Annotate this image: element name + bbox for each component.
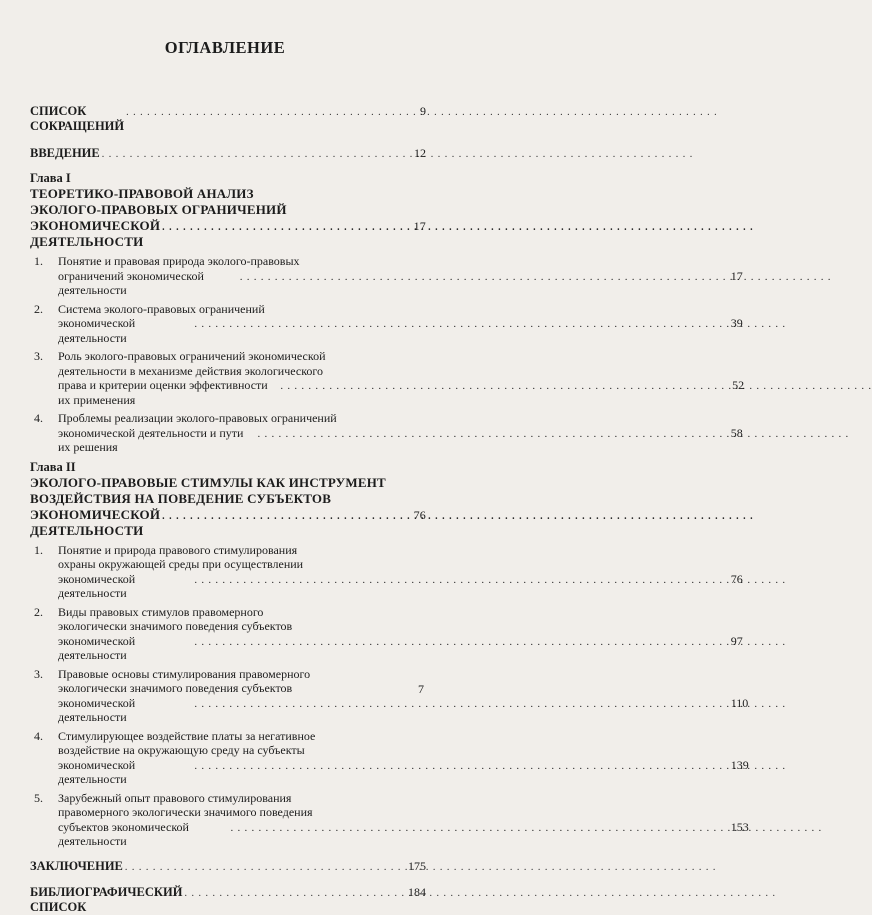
section-line: экономической деятельности bbox=[58, 695, 136, 724]
toc-page-number: 9 bbox=[420, 104, 426, 118]
leader-dots bbox=[102, 147, 412, 162]
toc-section bbox=[30, 728, 749, 787]
leader-dots bbox=[184, 886, 406, 901]
chapter-1 bbox=[30, 171, 745, 455]
leader-dots bbox=[280, 380, 730, 395]
chapter-label: Глава I bbox=[30, 171, 71, 185]
toc-section bbox=[30, 542, 743, 601]
leader-dots bbox=[162, 220, 411, 236]
section-line: Система эколого-правовых ограничений bbox=[58, 301, 265, 316]
section-line: экономической деятельности bbox=[58, 633, 136, 662]
leader-dots bbox=[231, 822, 729, 837]
section-line: правомерного экологически значимого поведения bbox=[58, 805, 313, 819]
toc-page-number: 39 bbox=[730, 316, 743, 330]
section-line: Зарубежный опыт правового стимулирования bbox=[58, 790, 292, 805]
section-number: 5. bbox=[34, 790, 43, 805]
toc-entry-introduction bbox=[30, 146, 426, 162]
toc-section bbox=[30, 604, 743, 663]
section-number: 4. bbox=[34, 728, 43, 743]
toc-section bbox=[30, 666, 749, 725]
chapter-title bbox=[30, 186, 426, 250]
toc-entry-bibliography bbox=[30, 885, 426, 915]
section-number: 2. bbox=[34, 604, 43, 619]
section-line: экономической деятельности bbox=[58, 757, 136, 786]
section-number: 3. bbox=[34, 349, 43, 363]
chapter-2 bbox=[30, 459, 749, 849]
section-line: права и критерии оценки эффективности их применения bbox=[58, 378, 268, 407]
toc-page-number: 139 bbox=[730, 757, 749, 772]
toc-page-number: 58 bbox=[730, 425, 743, 440]
toc-page-number: 76 bbox=[730, 571, 743, 586]
leader-dots bbox=[194, 698, 728, 713]
chapter-title-line: ЭКОЛОГО-ПРАВОВЫХ ОГРАНИЧЕНИЙ bbox=[30, 202, 287, 217]
toc-page-number: 97 bbox=[730, 633, 743, 648]
chapter-label: Глава II bbox=[30, 459, 76, 474]
toc-entry-conclusion bbox=[30, 859, 426, 875]
toc-section bbox=[30, 790, 749, 849]
toc-page-number: 175 bbox=[408, 858, 426, 873]
toc-entry-label: ВВЕДЕНИЕ bbox=[30, 146, 100, 160]
section-line: Проблемы реализации эколого-правовых ограничений bbox=[58, 411, 337, 425]
section-line: экономической деятельности bbox=[58, 316, 136, 345]
section-number: 4. bbox=[34, 411, 43, 425]
section-line: Правовые основы стимулирования правомерного bbox=[58, 666, 311, 681]
toc-section bbox=[30, 349, 745, 407]
section-line: охраны окружающей среды при осуществлении bbox=[58, 557, 304, 571]
toc-page-number: 17 bbox=[730, 268, 743, 283]
table-of-contents bbox=[30, 104, 749, 915]
chapter-title bbox=[30, 475, 426, 539]
chapter-title-line bbox=[30, 218, 426, 250]
leader-dots bbox=[126, 105, 418, 120]
section-line: Понятие и правовая природа эколого-правовых bbox=[58, 254, 300, 268]
toc-entry-label: СПИСОК СОКРАЩЕНИЙ bbox=[30, 104, 125, 133]
toc-section bbox=[30, 254, 743, 298]
chapter-title-line: ВОЗДЕЙСТВИЯ НА ПОВЕДЕНИЕ СУБЪЕКТОВ bbox=[30, 490, 332, 506]
toc-page-number: 12 bbox=[414, 146, 426, 160]
section-line: Виды правовых стимулов правомерного bbox=[58, 604, 264, 619]
section-line: деятельности в механизме действия экологического bbox=[58, 363, 324, 378]
toc-page-number: 76 bbox=[413, 507, 426, 522]
chapter-title-line: ЭКОЛОГО-ПРАВОВЫЕ СТИМУЛЫ КАК ИНСТРУМЕНТ bbox=[30, 474, 386, 490]
section-line: субъектов экономической деятельности bbox=[58, 819, 189, 848]
section-line: воздействие на окружающую среду на субъекты bbox=[58, 743, 305, 757]
leader-dots bbox=[194, 318, 728, 333]
toc-entry-abbreviations bbox=[30, 104, 426, 134]
leader-dots bbox=[162, 509, 411, 525]
chapter-title-text: ЭКОНОМИЧЕСКОЙ ДЕЯТЕЛЬНОСТИ bbox=[30, 506, 161, 538]
toc-entry-label: БИБЛИОГРАФИЧЕСКИЙ СПИСОК bbox=[30, 884, 183, 914]
chapter-title-text: ЭКОНОМИЧЕСКОЙ ДЕЯТЕЛЬНОСТИ bbox=[30, 218, 161, 249]
section-line: экономической деятельности и пути их решения bbox=[58, 425, 244, 454]
leader-dots bbox=[258, 428, 729, 443]
section-number: 3. bbox=[34, 666, 43, 681]
toc-page-number: 184 bbox=[408, 884, 426, 899]
leader-dots bbox=[194, 574, 728, 589]
section-line: экологически значимого поведения субъектов bbox=[58, 619, 293, 633]
chapter-title-line: ТЕОРЕТИКО-ПРАВОВОЙ АНАЛИЗ bbox=[30, 186, 254, 201]
section-line: Роль эколого-правовых ограничений экономической bbox=[58, 349, 326, 363]
section-line: экономической деятельности bbox=[58, 571, 136, 600]
leader-dots bbox=[194, 760, 728, 775]
leader-dots bbox=[194, 636, 728, 651]
leader-dots bbox=[240, 271, 729, 286]
toc-page-number: 153 bbox=[730, 819, 749, 834]
toc-page-number: 110 bbox=[730, 695, 749, 710]
page-title: ОГЛАВЛЕНИЕ bbox=[164, 38, 286, 57]
page-number: 7 bbox=[418, 682, 424, 696]
section-line: Понятие и природа правового стимулирования bbox=[58, 542, 298, 557]
section-line: экологически значимого поведения субъектов bbox=[58, 681, 293, 695]
section-line: ограничений экономической деятельности bbox=[58, 268, 204, 297]
chapter-title-line bbox=[30, 507, 426, 539]
section-number: 2. bbox=[34, 301, 43, 316]
toc-section bbox=[30, 411, 743, 455]
section-number: 1. bbox=[34, 254, 43, 268]
toc-page-number: 52 bbox=[732, 378, 745, 392]
toc-page-number: 17 bbox=[413, 219, 426, 233]
toc-section bbox=[30, 301, 743, 346]
leader-dots bbox=[125, 860, 406, 875]
toc-entry-label: ЗАКЛЮЧЕНИЕ bbox=[30, 858, 123, 873]
section-line: Стимулирующее воздействие платы за негативное bbox=[58, 728, 316, 743]
section-number: 1. bbox=[34, 542, 43, 557]
